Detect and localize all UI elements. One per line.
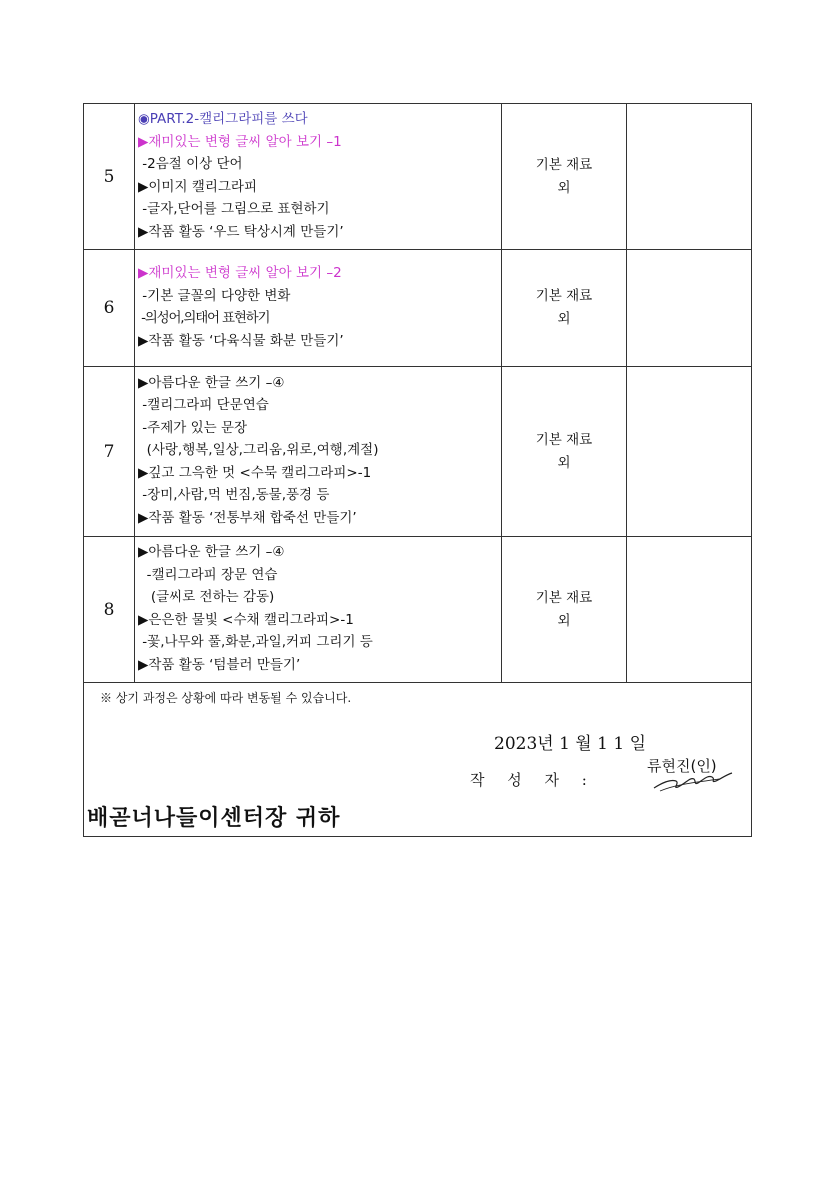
session-row <box>84 367 751 537</box>
content-line: -글자,단어를 그림으로 표현하기 <box>138 201 330 217</box>
session-number: 6 <box>84 250 135 367</box>
content-line: -2음절 이상 단어 <box>138 156 243 172</box>
session-content <box>135 250 502 367</box>
content-line: -캘리그라피 장문 연습 <box>138 566 278 583</box>
curriculum-table <box>84 104 751 683</box>
content-line: ◉PART.2-캘리그라피를 쓰다 <box>138 111 308 127</box>
remarks-cell <box>627 104 752 250</box>
session-number: 5 <box>84 104 135 250</box>
materials-line: 외 <box>557 454 571 471</box>
remarks-cell <box>627 367 752 537</box>
session-content <box>135 104 502 250</box>
content-line: ▶깊고 그윽한 멋 <수묵 캘리그라피>-1 <box>138 464 372 481</box>
curriculum-sheet <box>83 103 752 837</box>
content-line: (글씨로 전하는 감동) <box>138 589 275 605</box>
content-line: ▶아름다운 한글 쓰기 –④ <box>138 544 285 560</box>
content-line: ▶아름다운 한글 쓰기 –④ <box>138 374 285 391</box>
session-number: 8 <box>84 537 135 683</box>
materials-line: 기본 재료 <box>535 156 593 173</box>
content-line: ▶은은한 물빛 <수채 캘리그라피>-1 <box>138 611 354 628</box>
signature-icon <box>650 755 734 795</box>
content-line: ▶작품 활동 ‘전통부채 합죽선 만들기’ <box>138 509 357 526</box>
session-content <box>135 537 502 683</box>
content-line: (사랑,행복,일상,그리움,위로,여행,계절) <box>138 442 379 459</box>
materials-line: 외 <box>557 311 571 327</box>
document-footer <box>84 683 751 836</box>
change-notice: ※ 상기 과정은 상황에 따라 변동될 수 있습니다. <box>100 691 352 705</box>
content-line: -캘리그라피 단문연습 <box>138 397 269 414</box>
materials-line: 기본 재료 <box>535 431 593 448</box>
remarks-cell <box>627 537 752 683</box>
remarks-cell <box>627 250 752 367</box>
content-line: ▶이미지 캘리그라피 <box>138 178 258 195</box>
materials-cell <box>502 537 627 683</box>
materials-line: 외 <box>557 179 571 196</box>
document-date: 2023년 1 월 1 1 일 <box>494 734 646 754</box>
materials-line: 기본 재료 <box>535 288 593 304</box>
author-label: 작 성 자 : <box>470 771 596 789</box>
session-row <box>84 250 751 367</box>
content-line: -장미,사람,먹 번짐,동물,풍경 등 <box>138 487 330 504</box>
session-number: 7 <box>84 367 135 537</box>
content-line: -의성어,의태어 표현하기 <box>138 310 270 326</box>
content-line: ▶작품 활동 ‘다육식물 화분 만들기’ <box>138 332 344 349</box>
recipient-line: 배곧너나들이센터장 귀하 <box>87 806 341 831</box>
materials-line: 외 <box>557 612 571 629</box>
content-line: -기본 글꼴의 다양한 변화 <box>138 287 291 304</box>
content-line: -꽃,나무와 풀,화분,과일,커피 그리기 등 <box>138 634 373 650</box>
content-line: ▶작품 활동 ‘우드 탁상시계 만들기’ <box>138 223 344 240</box>
session-row <box>84 537 751 683</box>
materials-cell <box>502 250 627 367</box>
materials-cell <box>502 367 627 537</box>
content-line: ▶작품 활동 ‘텀블러 만들기’ <box>138 656 301 673</box>
materials-line: 기본 재료 <box>535 589 593 606</box>
author-name: 류현진(인) <box>647 757 717 775</box>
materials-cell <box>502 104 627 250</box>
content-line: ▶재미있는 변형 글씨 알아 보기 –2 <box>138 265 342 281</box>
session-row <box>84 104 751 250</box>
content-line: -주제가 있는 문장 <box>138 419 248 436</box>
content-line: ▶재미있는 변형 글씨 알아 보기 –1 <box>138 133 342 150</box>
session-content <box>135 367 502 537</box>
